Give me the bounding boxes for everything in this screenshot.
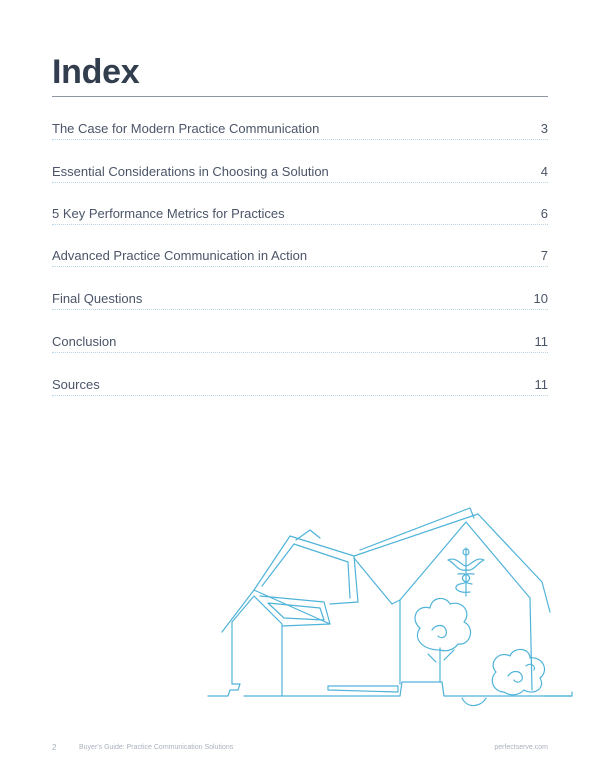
toc-entry-page: 3: [540, 121, 548, 136]
toc-entry[interactable]: [52, 368, 548, 396]
toc-entry-page: 7: [540, 248, 548, 263]
toc-entry[interactable]: [52, 239, 548, 267]
toc-entry-title: The Case for Modern Practice Communication: [52, 121, 320, 136]
footer-website-link[interactable]: perfectserve.com: [494, 744, 548, 751]
toc-entry[interactable]: [52, 197, 548, 225]
table-of-contents: [52, 112, 548, 411]
toc-entry-page: 6: [540, 206, 548, 221]
toc-entry-title: Essential Considerations in Choosing a Solution: [52, 164, 329, 179]
page-footer: [52, 743, 548, 755]
toc-entry-title: 5 Key Performance Metrics for Practices: [52, 206, 285, 221]
page-title: Index: [52, 53, 140, 91]
toc-entry-title: Conclusion: [52, 334, 117, 349]
toc-entry-page: 11: [534, 377, 548, 392]
toc-entry-page: 4: [540, 164, 548, 179]
toc-entry-page: 11: [534, 334, 548, 349]
toc-entry-title: Advanced Practice Communication in Action: [52, 248, 308, 263]
toc-entry[interactable]: [52, 325, 548, 353]
toc-entry[interactable]: [52, 155, 548, 183]
toc-entry-title: Final Questions: [52, 291, 143, 306]
footer-doc-title: Buyer's Guide: Practice Communication Solutions: [79, 744, 234, 751]
toc-entry[interactable]: [52, 112, 548, 140]
toc-entry-page: 10: [533, 291, 548, 306]
toc-entry[interactable]: [52, 282, 548, 310]
footer-page-number: 2: [52, 743, 57, 752]
title-divider: [52, 96, 548, 97]
house-illustration-icon: [200, 500, 580, 720]
toc-entry-title: Sources: [52, 377, 100, 392]
